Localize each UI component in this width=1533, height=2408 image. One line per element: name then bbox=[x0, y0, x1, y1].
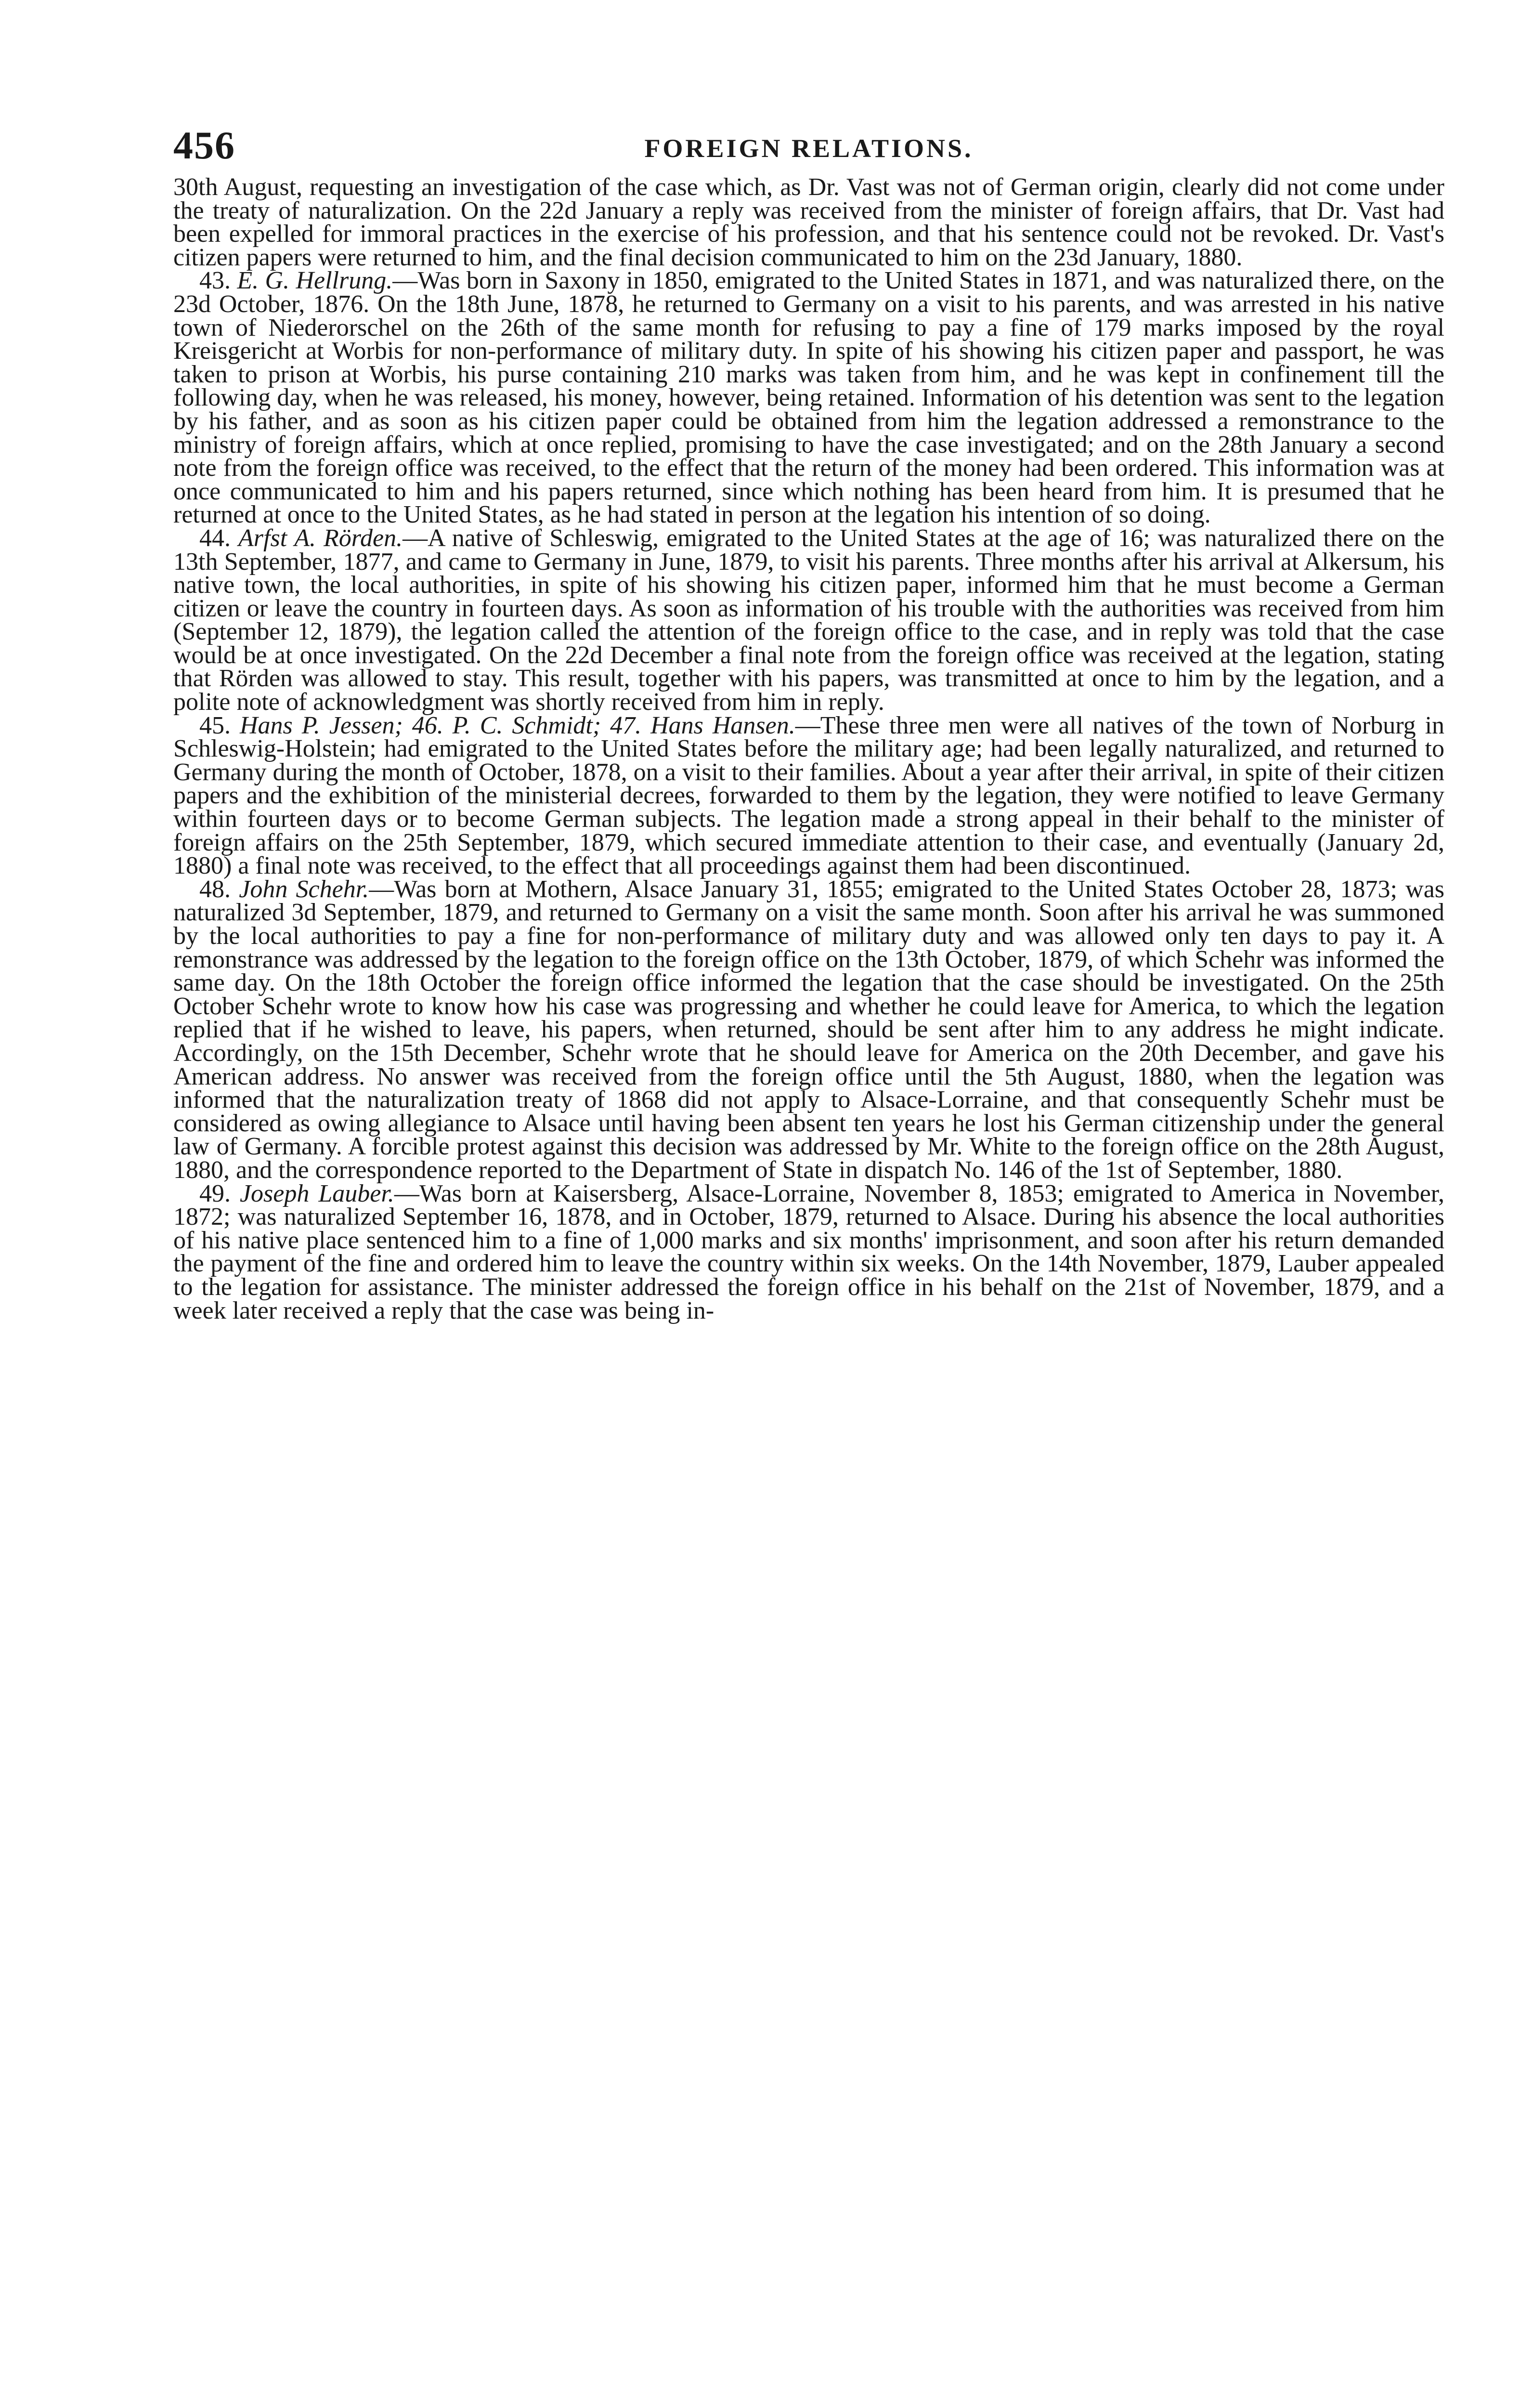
paragraph-case-49 bbox=[173, 1179, 1445, 1324]
body-text bbox=[173, 173, 1445, 1324]
paragraph-case-44 bbox=[173, 524, 1444, 716]
case-name: John Schehr. bbox=[239, 875, 369, 903]
paragraph-case-48 bbox=[173, 875, 1445, 1184]
case-name: Arfst A. Rörden. bbox=[238, 524, 403, 552]
case-number: 49. bbox=[199, 1179, 231, 1207]
case-number: 48. bbox=[199, 875, 231, 903]
case-number: 44. bbox=[199, 524, 231, 552]
paragraph-case-43 bbox=[173, 269, 1444, 527]
case-number: 43. bbox=[199, 267, 231, 295]
running-title: FOREIGN RELATIONS. bbox=[644, 134, 974, 163]
document-page bbox=[173, 123, 1444, 1322]
case-number: 45. bbox=[199, 711, 231, 739]
page-header bbox=[173, 123, 1444, 176]
paragraph-text: —A native of Schleswig, emigrated to the United States at the age of 16; was naturalized there on the 13th September, 1877, and came to Germany in June, 1879, to visit his parents. Three months after his arrival at Alkersum, his native town, the local authorities, in spite of his showing his citizen paper, informed him that he must become a German citizen or leave the country in fourteen days. As soon as information of his trouble with the authorities was received from him (September 12, 1879), the legation called the attention of the foreign office to the case, and in reply was told that the case would be at once investigated. On the 22d December a final note from the foreign office was received at the legation, stating that Rörden was allowed to stay. This result, together with his papers, was transmitted at once to him by the legation, and a polite note of acknowledgment was shortly received from him in reply. bbox=[173, 524, 1444, 716]
paragraph-text: —Was born at Mothern, Alsace January 31, 1855; emigrated to the United States October 28, 1873; was naturalized 3d September, 1879, and returned to Germany on a visit the same month. Soon after his arrival he was summoned by the local authorities to pay a fine for non-performance of military duty and was allowed only ten days to pay it. A remonstrance was addressed by the legation to the foreign office on the 13th October, 1879, of which Schehr was informed the same day. On the 18th October the foreign office informed the legation that the case should be investigated. On the 25th October Schehr wrote to know how his case was progressing and whether he could leave for America, to which the legation replied that if he wished to leave, his papers, when returned, should be sent after him to any address he might indicate. Accordingly, on the 15th December, Schehr wrote that he should leave for America on the 20th December, and gave his American address. No answer was received from the foreign office until the 5th August, 1880, when the legation was informed that the naturalization treaty of 1868 did not apply to Alsace-Lorraine, and that consequently Schehr must be considered as owing allegiance to Alsace until having been absent ten years he lost his German citizenship under the general law of Germany. A forcible protest against this decision was addressed by Mr. White to the foreign office on the 28th August, 1880, and the correspondence reported to the Department of State in dispatch No. 146 of the 1st of September, 1880. bbox=[173, 875, 1445, 1184]
paragraph-text: 30th August, requesting an investigation of the case which, as Dr. Vast was not of German origin, clearly did not come under the treaty of naturalization. On the 22d January a reply was received from the minister of foreign affairs, that Dr. Vast had been expelled for immoral practices in the exercise of his profession, and that his sentence could not be revoked. Dr. Vast's citizen papers were returned to him, and the final decision communicated to him on the 23d January, 1880. bbox=[173, 173, 1444, 271]
paragraph-text: —Was born in Saxony in 1850, emigrated to the United States in 1871, and was naturalized there, on the 23d October, 1876. On the 18th June, 1878, he returned to Germany on a visit to his parents, and was arrested in his native town of Niederorschel on the 26th of the same month for refusing to pay a fine of 179 marks imposed by the royal Kreisgericht at Worbis for non-performance of military duty. In spite of his showing his citizen paper and passport, he was taken to prison at Worbis, his purse containing 210 marks was taken from him, and he was kept in confinement till the following day, when he was released, his money, however, being retained. Information of his detention was sent to the legation by his father, and as soon as his citizen paper could be obtained from him the legation addressed a remonstrance to the ministry of foreign affairs, which at once replied, promising to have the case investigated; and on the 28th January a second note from the foreign office was received, to the effect that the return of the money had been ordered. This information was at once communicated to him and his papers returned, since which nothing has been heard from him. It is presumed that he returned at once to the United States, as he had stated in person at the legation his intention of so doing. bbox=[173, 267, 1444, 529]
case-name: Joseph Lauber. bbox=[239, 1179, 394, 1207]
paragraph-case-45-47 bbox=[173, 711, 1445, 880]
paragraph-continuation bbox=[173, 173, 1444, 271]
page-number: 456 bbox=[173, 123, 235, 167]
case-name: Hans P. Jessen; 46. P. C. Schmidt; 47. Hans Hansen. bbox=[239, 711, 795, 739]
paragraph-text: —These three men were all natives of the town of Norburg in Schleswig-Holstein; had emigrated to the United States before the military age; had been legally naturalized, and returned to Germany during the month of October, 1878, on a visit to their families. About a year after their arrival, in spite of their citizen papers and the exhibition of the ministerial decrees, forwarded to them by the legation, they were notified to leave Germany within fourteen days or to become German subjects. The legation made a strong appeal in their behalf to the minister of foreign affairs on the 25th September, 1879, which secured immediate attention to their case, and eventually (January 2d, 1880) a final note was received, to the effect that all proceedings against them had been discontinued. bbox=[173, 711, 1445, 880]
case-name: E. G. Hellrung. bbox=[237, 267, 393, 295]
paragraph-text: —Was born at Kaisersberg, Alsace-Lorraine, November 8, 1853; emigrated to America in November, 1872; was naturalized September 16, 1878, and in October, 1879, returned to Alsace. During his absence the local authorities of his native place sentenced him to a fine of 1,000 marks and six months' imprisonment, and soon after his return demanded the payment of the fine and ordered him to leave the country within six weeks. On the 14th November, 1879, Lauber appealed to the legation for assistance. The minister addressed the foreign office in his behalf on the 21st of November, 1879, and a week later received a reply that the case was being in- bbox=[173, 1179, 1445, 1324]
